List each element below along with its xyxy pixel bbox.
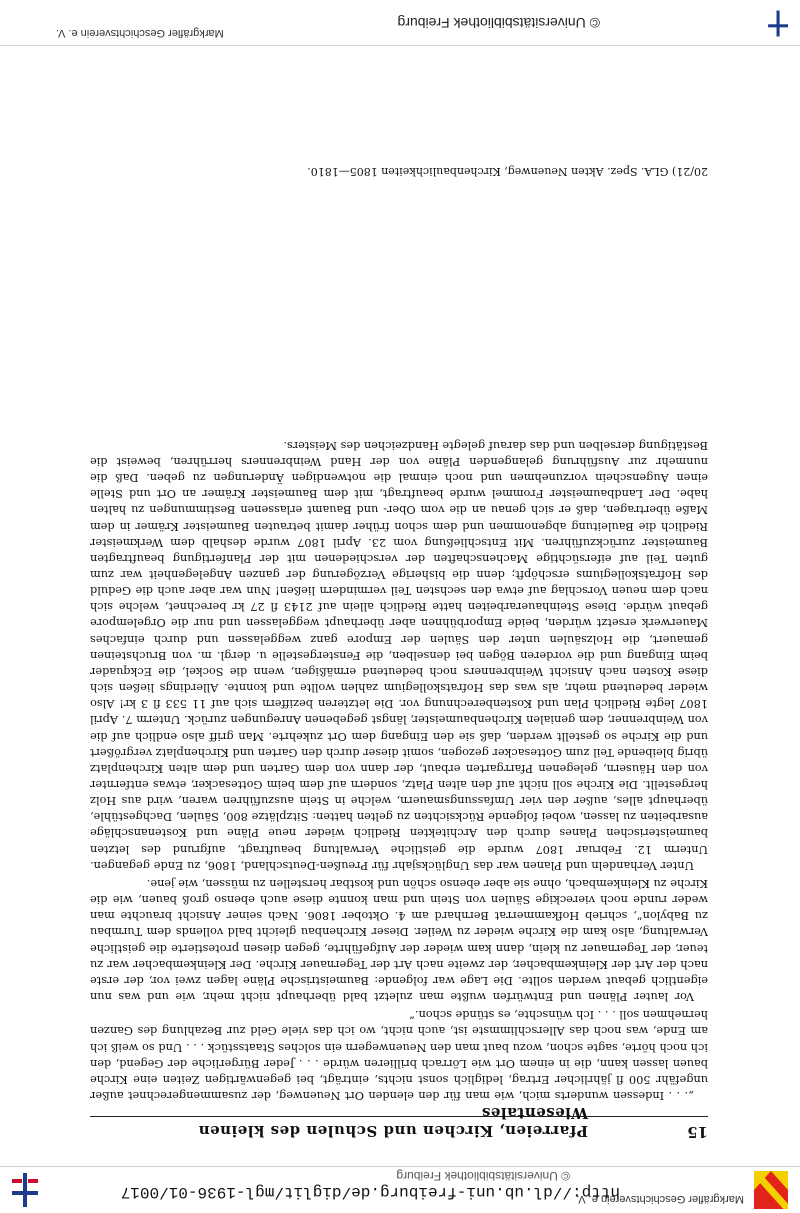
header-bar: [0, 1166, 800, 1213]
document-url[interactable]: http://dl.ub.uni-freiburg.de/diglit/mgl-1936-01/0017: [120, 1183, 620, 1201]
footnote: 20/21) GLA. Spez. Akten Neuenweg, Kirchenbaulichkeiten 1805—1810.: [307, 165, 708, 178]
running-header: [90, 1104, 708, 1143]
paragraph: Unter Verhandeln und Planen war das Unglücksjahr für Preußen-Deutschland, 1806, zu Ende gegangen. Unterm 12. Februar 1807 wurde die geistliche Verwaltung beauftragt, aufgrund des letzten baumeisterischen Planes durch den Architekten Riedlich wieder neue Pläne und Kostenanschläge ausarbeiten zu lassen, wobei folgende Rücksichten zu gelten hatten: Sitzplätze 800, Säulen, Dachgestühle, überhaupt alles, außer den vier Umfassungsmauern, welche in Stein auszuführen waren, wird aus Holz hergestellt. Die Kirche soll nicht auf den alten Platz, sondern auf dem beim Gottesacker, etwas entfernter von den Häusern, gelegenen Pfarrgarten erbaut, der dann von dem Garten und dem alten Kirchenplatz übrig bleibende Teil zum Gottesacker gezogen, somit dieser durch den Garten und Kirchenplatz vergrößert und die Kirche so gestellt werden, daß sie den Eingang dem Ort zukehrte. Man griff also endlich auf die von Weinbrenner, dem genialen Kirchenbaumeister, längst gegebenen Anregungen zurück. Unterm 7. April 1807 legte Riedlich Plan und Kostenberechnung vor. Die letzteren beziffern sich auf 11 533 fl 3 kr! Also wieder bedeutend mehr, als was das Hofratskollegium zahlen wollte und konnte. Allerdings ließen sich diese Kosten nach Ansicht Weinbrenners noch bedeutend ermäßigen, wenn die Sockel, die Eckquader beim Eingang und die vorderen Bögen bei denselben, die Fenstergestelle u. dergl. m. von Bruchsteinen gemauert, die Holzsäulen unter den Säulen der Empore ganz weggelassen und durch einfaches Mauerwerk ersetzt würden, beide Emporbühnen aber überhaupt weggelassen und nur die Orgelempore gebaut würde. Diese Steinhauerarbeiten hatte Riedlich allein auf 2143 fl 27 kr berechnet, welche sich nach dem neuen Vorschlag auf etwa den sechsten Teil vermindern ließen! Nun war aber auch die Geduld des Hofratskollegiums erschöpft; denn die bisherige Verzögerung der ganzen Angelegenheit war zum guten Teil auf eifersüchtige Machenschaften der verschiedenen mit der Planfertigung beauftragten Baumeister zurückzuführen. Mit Entschließung vom 23. April 1807 wurde deshalb dem Werkmeister Riedlich die Bauleitung abgenommen und dem schon früher damit betrauten Baumeister Krämer in dem Maße übertragen, daß er sich genau an die vom Ober- und Bauamt erlassenen Bestimmungen zu halten habe. Der Landbaumeister Frommel wurde beauftragt, mit dem Baumeister Krämer an Ort und Stelle einen Augenschein vorzunehmen und noch einmal die notwendigen Änderungen zu geben. Daß die nunmehr zur Ausführung gelangenden Pläne von der Hand Weinbrenners herrühren, beweist die Bestätigung derselben und das darauf gelegte Handzeichen des Meisters.: [90, 438, 708, 872]
coat-of-arms-icon: [754, 1171, 788, 1209]
org-name: Markgräfler Geschichtsverein e. V.: [56, 27, 224, 39]
footer-bar: [0, 0, 800, 46]
page-body: [90, 435, 708, 1103]
paragraph: Vor lauter Plänen und Entwürfen wußte man zuletzt bald überhaupt nicht mehr, wie und was nun eigentlich gebaut werden sollte. Die Lage war folgende: Baumeistrische Pläne lagen zwei vor, der erste nach der Art der Kleinkembacher, der zweite nach Art der Tegernauer Kirche. Der Kleinkembacher war zu teuer, der Tegernauer zu klein, dann kam wieder der Aufgeführte, gegen diesen protestierte die geistliche Verwaltung, also kam die Kirche wieder zu Weiler. Dieser Kirchenbau gleicht bald vollends dem Turmbau zu Babylon“, schrieb Hofkammerrat Bernhard am 4. Oktober 1806. Nach seiner Ansicht brauchte man weder runde noch viereckige Säulen von Stein und man konnte diese auch ebenso groß bauen, wie die Kirche zu Kleinkembach, ohne sie aber ebenso schön und kostbar herstellen zu müssen, wie jene.: [90, 876, 708, 1004]
university-logo-icon: [12, 1173, 38, 1207]
page-number: 15: [687, 1123, 708, 1141]
university-logo-icon: [762, 5, 788, 39]
org-name: Markgräfler Geschichtsverein e. V.: [576, 1193, 744, 1205]
university-copyright: © Universitätsbibliothek Freiburg: [396, 1169, 570, 1183]
paragraph: „. . . Indessen wunderts mich, wie man für den elenden Ort Neuenweg, der zusammengerechnet außer ungefähr 500 fl jährlicher Ertrag, lediglich sonst nichts, einträgt, bei gegenwärtigen Zeiten eine Kirche bauen lassen kann, die in einem Ort wie Lörrach brillieren würde . . . Jeder Bürgerliche der Gegend, den ich noch hörte, sagte schon, wozu baut man den Neuenwegern ein solches Staatsstück . . . Und so weiß ich am Ende, was noch das Allerschlimmste ist, auch nicht, wo ich das viele Geld zur Bezahlung des Ganzen hernehmen soll . . . Ich wünschte, es stünde schon.“: [90, 1008, 708, 1102]
copyright-notice: © Universitätsbibliothek Freiburg: [397, 15, 600, 31]
running-title: Pfarreien, Kirchen und Schulen des kleinen Wiesentales: [198, 1104, 588, 1140]
